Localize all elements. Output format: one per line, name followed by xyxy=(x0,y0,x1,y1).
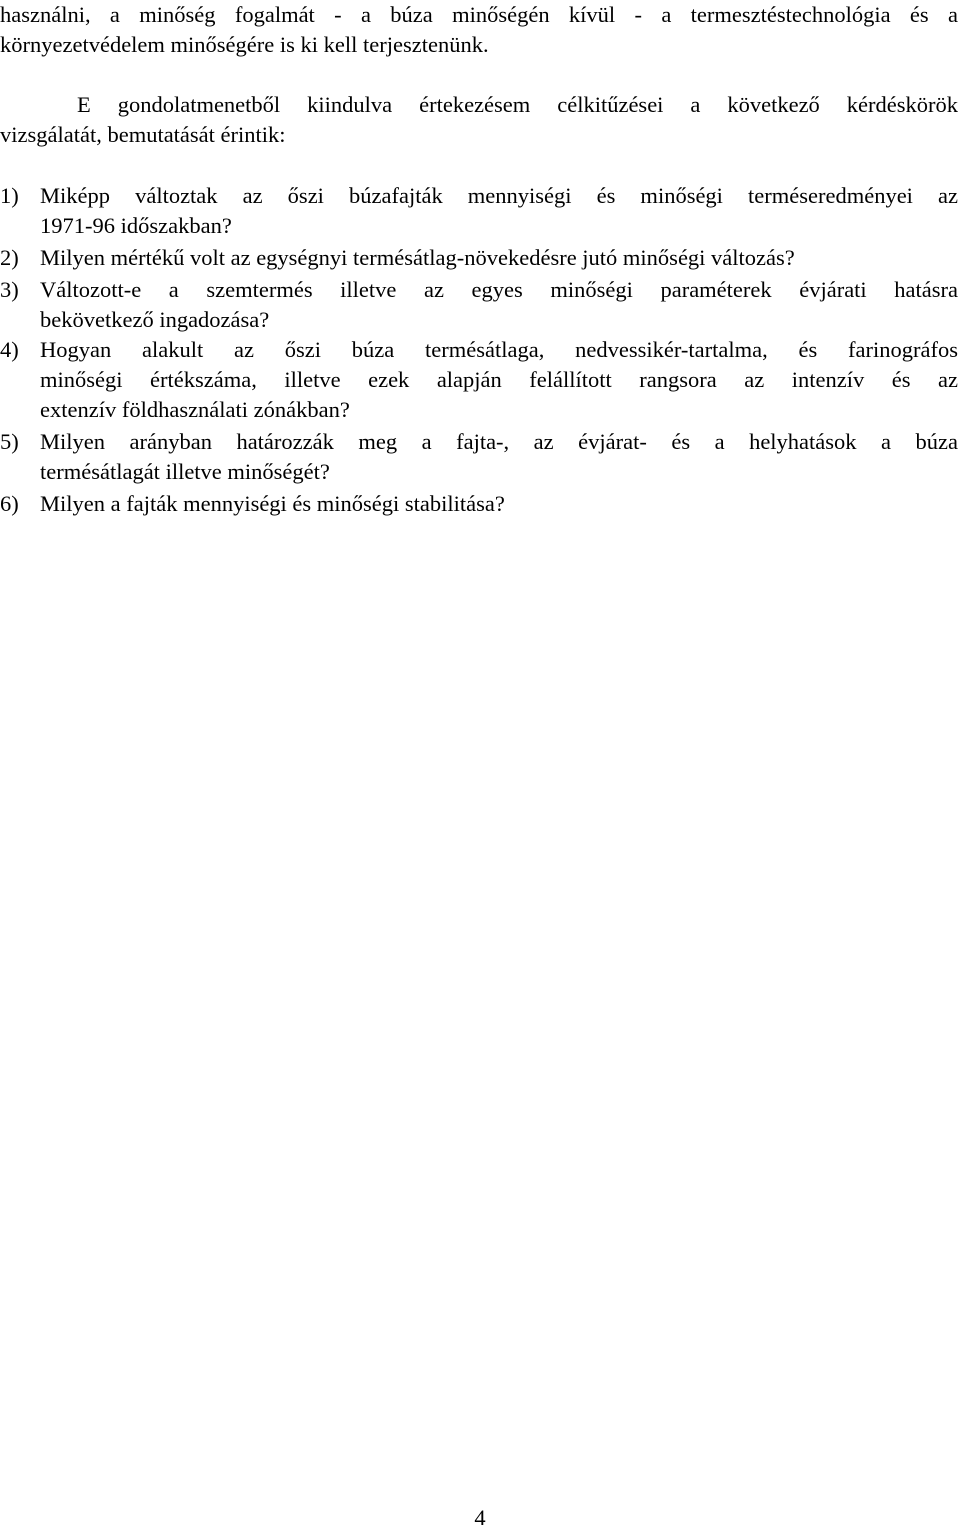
text-line: E gondolatmenetből kiindulva értekezésem célkitűzései a következő kérdéskörök xyxy=(77,92,958,117)
item-number: 3) xyxy=(0,277,19,302)
text-line: minőségi értékszáma, illetve ezek alapján felállított rangsora az intenzív és az xyxy=(40,367,958,392)
text-line: Milyen mértékű volt az egységnyi termésátlag-növekedésre jutó minőségi változás? xyxy=(40,245,795,270)
item-number: 2) xyxy=(0,245,19,270)
text-line: Miképp változtak az őszi búzafajták mennyiségi és minőségi terméseredményei az xyxy=(40,183,958,208)
text-line: környezetvédelem minőségére is ki kell terjesztenünk. xyxy=(0,32,489,57)
text-line: Hogyan alakult az őszi búza termésátlaga, nedvessikér-tartalma, és farinográfos xyxy=(40,337,958,362)
item-number: 6) xyxy=(0,491,19,516)
text-line: vizsgálatát, bemutatását érintik: xyxy=(0,122,286,147)
text-line: használni, a minőség fogalmát - a búza minőségén kívül - a termesztéstechnológia és a xyxy=(0,2,958,27)
text-line: bekövetkező ingadozása? xyxy=(40,307,270,332)
text-line: extenzív földhasználati zónákban? xyxy=(40,397,350,422)
item-number: 1) xyxy=(0,183,19,208)
text-line: Változott-e a szemtermés illetve az egyes minőségi paraméterek évjárati hatásra xyxy=(40,277,958,302)
text-line: 1971-96 időszakban? xyxy=(40,213,232,238)
item-number: 5) xyxy=(0,429,19,454)
item-number: 4) xyxy=(0,337,19,362)
page-number: 4 xyxy=(474,1505,486,1530)
text-line: termésátlagát illetve minőségét? xyxy=(40,459,330,484)
text-line: Milyen arányban határozzák meg a fajta-, az évjárat- és a helyhatások a búza xyxy=(40,429,958,454)
text-line: Milyen a fajták mennyiségi és minőségi stabilitása? xyxy=(40,491,505,516)
